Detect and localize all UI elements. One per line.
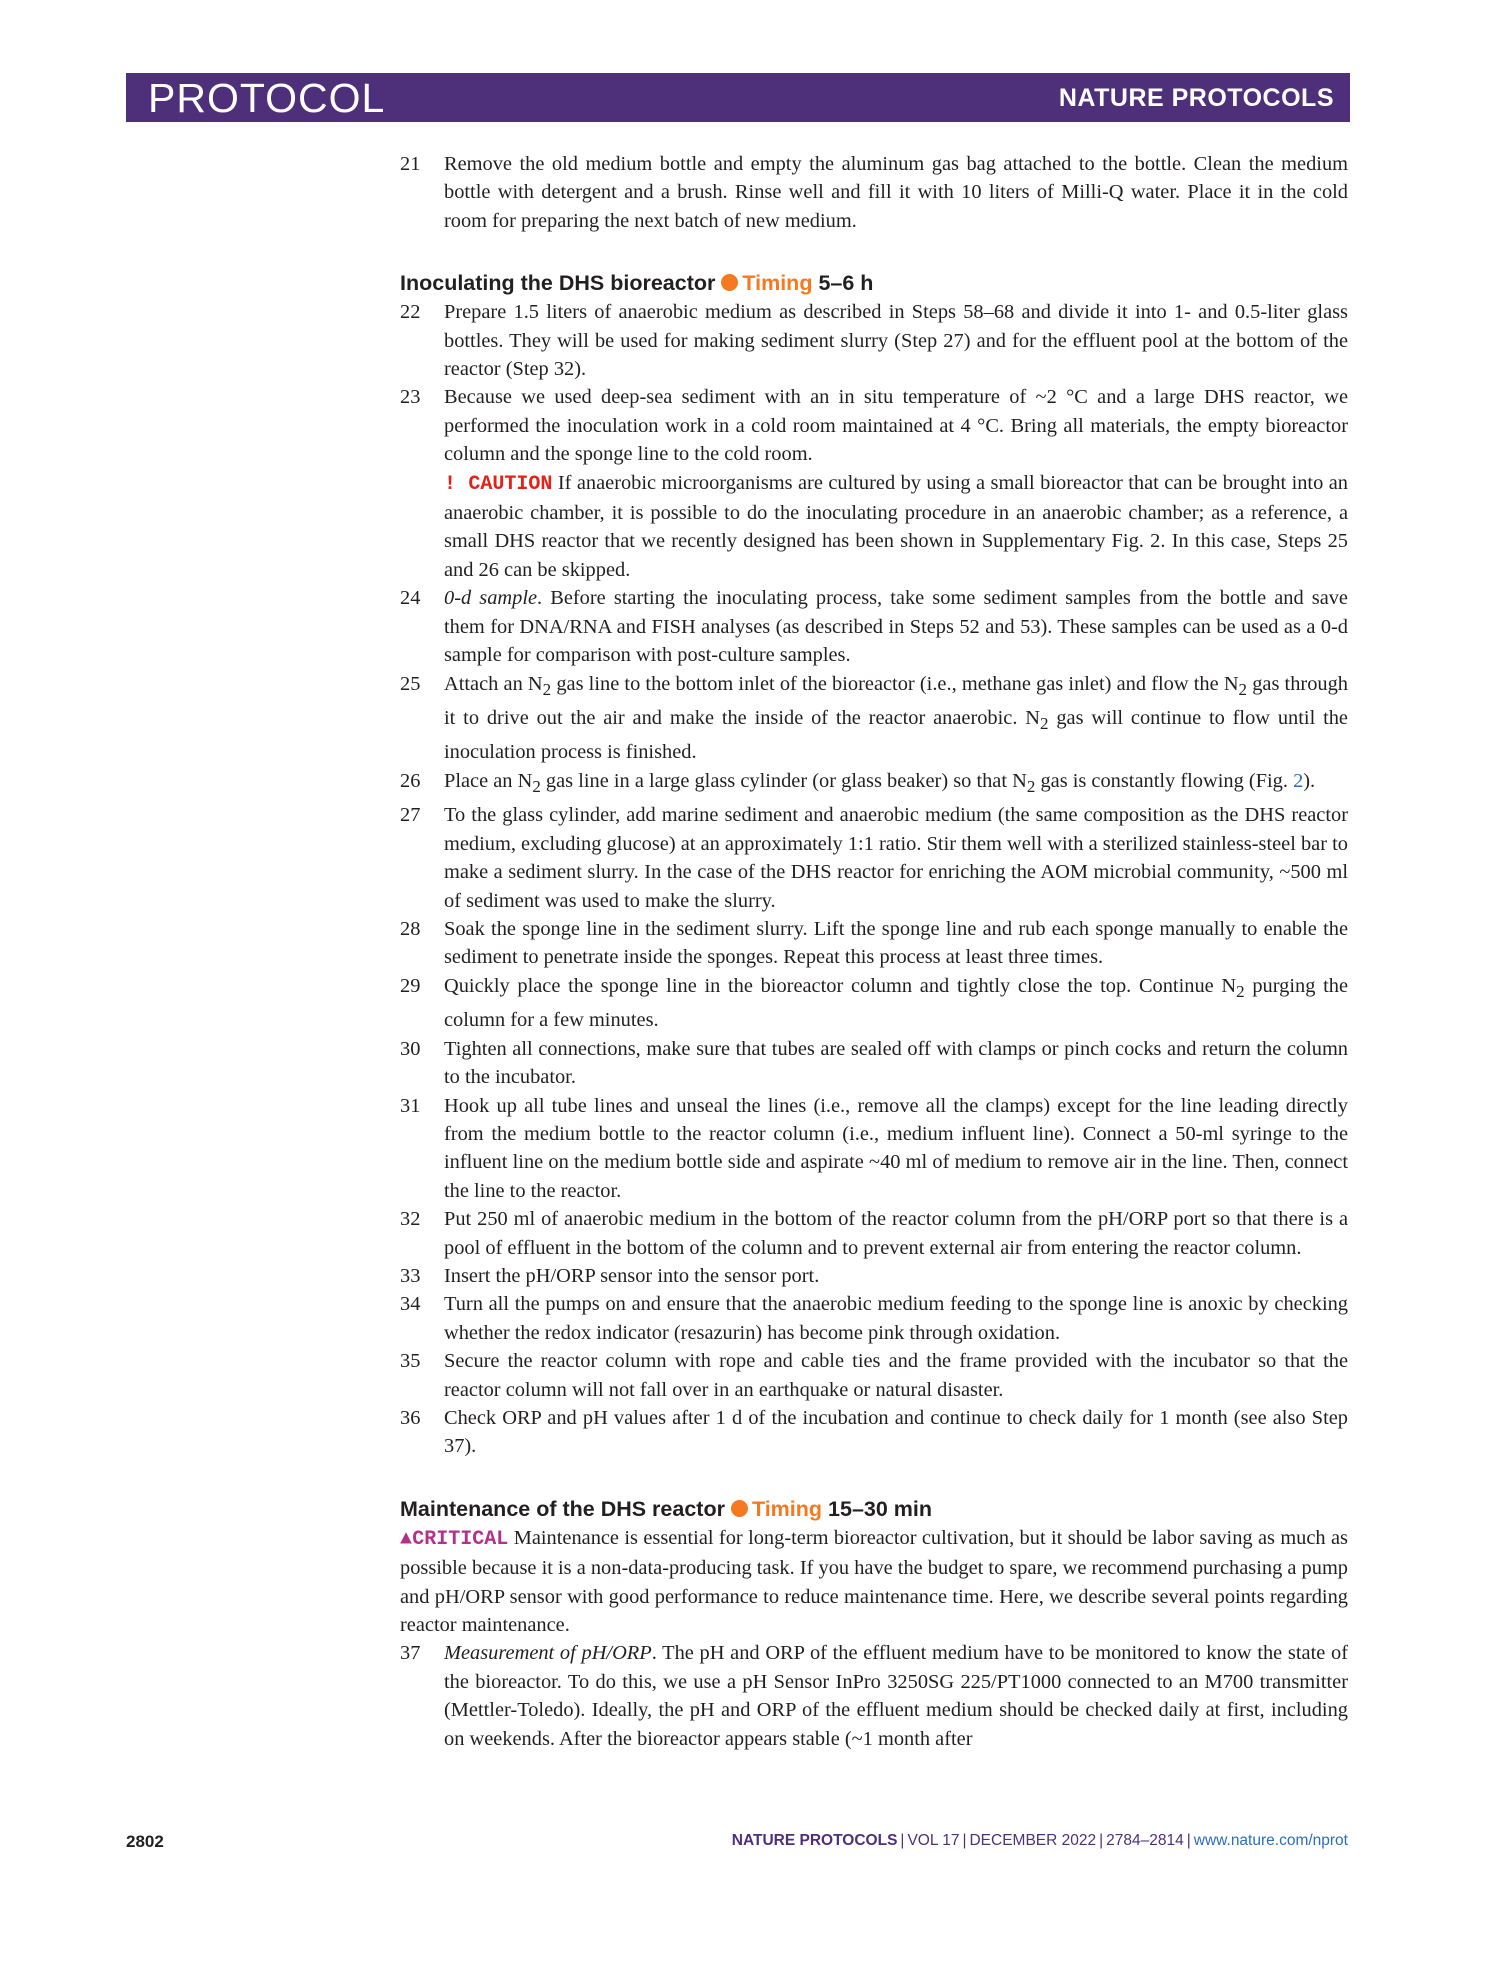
step-text bbox=[444, 1639, 1348, 1753]
figure-link[interactable]: 2 bbox=[1293, 769, 1304, 792]
subscript: 2 bbox=[1238, 679, 1248, 699]
step-number: 35 bbox=[400, 1350, 421, 1373]
timing-value: 15–30 min bbox=[828, 1496, 933, 1521]
step-25 bbox=[400, 670, 1348, 767]
header-banner bbox=[126, 73, 1350, 122]
step-33 bbox=[400, 1262, 1348, 1290]
text-part: ). bbox=[1303, 769, 1316, 792]
separator: | bbox=[900, 1832, 905, 1849]
section-heading-maintenance bbox=[400, 1494, 1348, 1524]
critical-note bbox=[400, 1524, 1348, 1640]
step-32 bbox=[400, 1205, 1348, 1262]
step-number: 33 bbox=[400, 1264, 421, 1287]
step-number: 31 bbox=[400, 1094, 421, 1117]
timing-dot-icon bbox=[731, 1500, 748, 1517]
step-27 bbox=[400, 801, 1348, 915]
section-title: Maintenance of the DHS reactor bbox=[400, 1496, 725, 1521]
step-36 bbox=[400, 1404, 1348, 1461]
text-part: gas line to the bottom inlet of the bioreactor (i.e., methane gas inlet) and flow the N bbox=[551, 672, 1239, 695]
step-text: Tighten all connections, make sure that tubes are sealed off with clamps or pinch cocks and return the column to the incubator. bbox=[444, 1037, 1348, 1089]
step-31 bbox=[400, 1092, 1348, 1206]
footer-pages: 2784–2814 bbox=[1106, 1832, 1184, 1849]
critical-text: Maintenance is essential for long-term bioreactor cultivation, but it should be labor saving as much as possible because it is a non-data-producing task. If you have the budget to spare, we recommend purchasing a pump and pH/ORP sensor with good performance to reduce maintenance time. Here, we describe several points regarding reactor maintenance. bbox=[400, 1526, 1348, 1636]
step-title: Measurement of pH/ORP bbox=[444, 1642, 652, 1665]
separator: | bbox=[1186, 1832, 1191, 1849]
caution-label: ! CAUTION bbox=[444, 472, 553, 496]
step-text: To the glass cylinder, add marine sediment and anaerobic medium (the same composition as the DHS reactor medium, excluding glucose) at an approximately 1:1 ratio. Stir them well with a sterilized stainless-steel bar to make a sediment slurry. In the case of the DHS reactor for enriching the AOM microbial community, ~500 ml of sediment was used to make the slurry. bbox=[444, 804, 1348, 912]
footer-journal: NATURE PROTOCOLS bbox=[731, 1832, 898, 1849]
text-part: purging the column for a few minutes. bbox=[444, 974, 1349, 1032]
timing-label: Timing bbox=[751, 1496, 823, 1521]
subscript: 2 bbox=[1236, 981, 1245, 1001]
step-text: Soak the sponge line in the sediment slurry. Lift the sponge line and rub each sponge manually to enable the sediment to penetrate inside the sponges. Repeat this process at least three times. bbox=[444, 917, 1348, 969]
step-text: Turn all the pumps on and ensure that the anaerobic medium feeding to the sponge line is anoxic by checking whether the redox indicator (resazurin) has become pink through oxidation. bbox=[444, 1293, 1348, 1344]
step-24 bbox=[400, 584, 1348, 669]
step-text-body: . Before starting the inoculating process, take some sediment samples from the bottle and save them for DNA/RNA and FISH analyses (as described in Steps 52 and 53). These samples can be used as a 0-d sample for comparison with post-culture samples. bbox=[444, 587, 1348, 667]
step-text: Because we used deep-sea sediment with an in situ temperature of ~2 °C and a large DHS reactor, we performed the inoculation work in a cold room maintained at 4 °C. Bring all materials, the empty bioreactor column and the sponge line to the cold room. bbox=[444, 386, 1348, 466]
subscript: 2 bbox=[1026, 776, 1036, 796]
text-part: gas is constantly flowing (Fig. bbox=[1035, 769, 1294, 792]
step-number: 22 bbox=[400, 301, 421, 324]
subscript: 2 bbox=[1040, 714, 1049, 734]
section-label: PROTOCOL bbox=[148, 75, 386, 121]
step-number: 26 bbox=[400, 769, 421, 792]
step-number: 37 bbox=[400, 1642, 421, 1665]
step-37 bbox=[400, 1639, 1348, 1753]
step-text: Check ORP and pH values after 1 d of the incubation and continue to check daily for 1 month (see also Step 37). bbox=[444, 1406, 1348, 1458]
step-number: 25 bbox=[400, 672, 421, 695]
step-text bbox=[444, 767, 1348, 801]
step-number: 30 bbox=[400, 1037, 421, 1060]
step-number: 29 bbox=[400, 974, 421, 997]
page-number: 2802 bbox=[126, 1832, 164, 1851]
step-text bbox=[444, 584, 1348, 669]
step-number: 28 bbox=[400, 917, 421, 940]
separator: | bbox=[962, 1832, 967, 1849]
section-heading-inoculating bbox=[400, 268, 1348, 298]
text-part: Quickly place the sponge line in the bioreactor column and tightly close the top. Continue N bbox=[444, 974, 1237, 997]
step-number: 23 bbox=[400, 386, 421, 409]
step-number: 21 bbox=[400, 153, 421, 175]
step-number: 36 bbox=[400, 1406, 421, 1429]
footer-url-link[interactable]: www.nature.com/nprot bbox=[1193, 1832, 1348, 1849]
step-text: Remove the old medium bottle and empty the aluminum gas bag attached to the bottle. Clean the medium bottle with detergent and a brush. Rinse well and fill it with 10 liters of Milli-Q water. Place it in the cold room for preparing the next batch of new medium. bbox=[444, 153, 1348, 232]
step-text: Prepare 1.5 liters of anaerobic medium as described in Steps 58–68 and divide it into 1- and 0.5-liter glass bottles. They will be used for making sediment slurry (Step 27) and for the effluent pool at the bottom of the reactor (Step 32). bbox=[444, 301, 1348, 381]
caution-text: If anaerobic microorganisms are cultured by using a small bioreactor that can be brought into an anaerobic chamber, it is possible to do the inoculating procedure in an anaerobic chamber; as a reference, a small DHS reactor that we recently designed has been shown in Supplementary Fig. 2. In this case, Steps 25 and 26 can be skipped. bbox=[444, 471, 1348, 581]
separator: | bbox=[1099, 1832, 1104, 1849]
step-29 bbox=[400, 972, 1348, 1035]
step-text: Put 250 ml of anaerobic medium in the bottom of the reactor column from the pH/ORP port so that there is a pool of effluent in the bottom of the column and to prevent external air from entering the reactor column. bbox=[444, 1208, 1348, 1259]
step-21 bbox=[400, 150, 1348, 235]
text-part: Attach an N bbox=[444, 672, 543, 695]
footer-citation bbox=[732, 1832, 1348, 1850]
step-text bbox=[444, 972, 1348, 1035]
step-text: Insert the pH/ORP sensor into the sensor port. bbox=[444, 1264, 820, 1287]
step-23 bbox=[400, 383, 1348, 584]
step-title: 0-d sample bbox=[444, 587, 538, 610]
article-body bbox=[400, 150, 1348, 1753]
timing-dot-icon bbox=[721, 274, 738, 291]
text-part: gas through it to drive out the air and make the inside of the reactor anaerobic. N bbox=[444, 672, 1348, 729]
step-number: 24 bbox=[400, 587, 421, 610]
step-text: Secure the reactor column with rope and cable ties and the frame provided with the incubator so that the reactor column will not fall over in an earthquake or natural disaster. bbox=[444, 1350, 1348, 1401]
step-22 bbox=[400, 298, 1348, 383]
step-number: 32 bbox=[400, 1208, 421, 1231]
critical-label: ▲CRITICAL bbox=[400, 1527, 509, 1551]
text-part: Place an N bbox=[444, 769, 533, 792]
step-number: 27 bbox=[400, 804, 421, 827]
step-text bbox=[444, 670, 1348, 767]
timing-value: 5–6 h bbox=[818, 271, 874, 296]
step-35 bbox=[400, 1347, 1348, 1404]
subscript: 2 bbox=[542, 679, 552, 699]
footer-volume: VOL 17 bbox=[907, 1832, 960, 1849]
journal-label: NATURE PROTOCOLS bbox=[1058, 84, 1334, 112]
step-34 bbox=[400, 1290, 1348, 1347]
caution-note bbox=[444, 469, 1348, 585]
subscript: 2 bbox=[532, 776, 541, 796]
step-26 bbox=[400, 767, 1348, 801]
footer-date: DECEMBER 2022 bbox=[969, 1832, 1097, 1849]
timing-label: Timing bbox=[742, 271, 813, 296]
step-number: 34 bbox=[400, 1293, 421, 1316]
step-28 bbox=[400, 915, 1348, 972]
step-text-body: . The pH and ORP of the effluent medium have to be monitored to know the state of the bioreactor. To do this, we use a pH Sensor InPro 3250SG 225/PT1000 connected to an M700 transmitter (Mettler-Toledo). Ideally, the pH and ORP of the effluent medium should be checked daily at first, including on weekends. After the bioreactor appears stable (~1 month after bbox=[444, 1642, 1348, 1750]
text-part: gas line in a large glass cylinder (or glass beaker) so that N bbox=[540, 769, 1027, 792]
text-part: gas will continue to flow until the inoculation process is finished. bbox=[444, 706, 1348, 764]
step-text: Hook up all tube lines and unseal the lines (i.e., remove all the clamps) except for the line leading directly from the medium bottle to the reactor column (i.e., medium influent line). Connect a 50-ml syringe to the influent line on the medium bottle side and aspirate ~40 ml of medium to remove air in the line. Then, connect the line to the reactor. bbox=[444, 1094, 1348, 1202]
step-30 bbox=[400, 1035, 1348, 1092]
section-title: Inoculating the DHS bioreactor bbox=[400, 271, 716, 296]
